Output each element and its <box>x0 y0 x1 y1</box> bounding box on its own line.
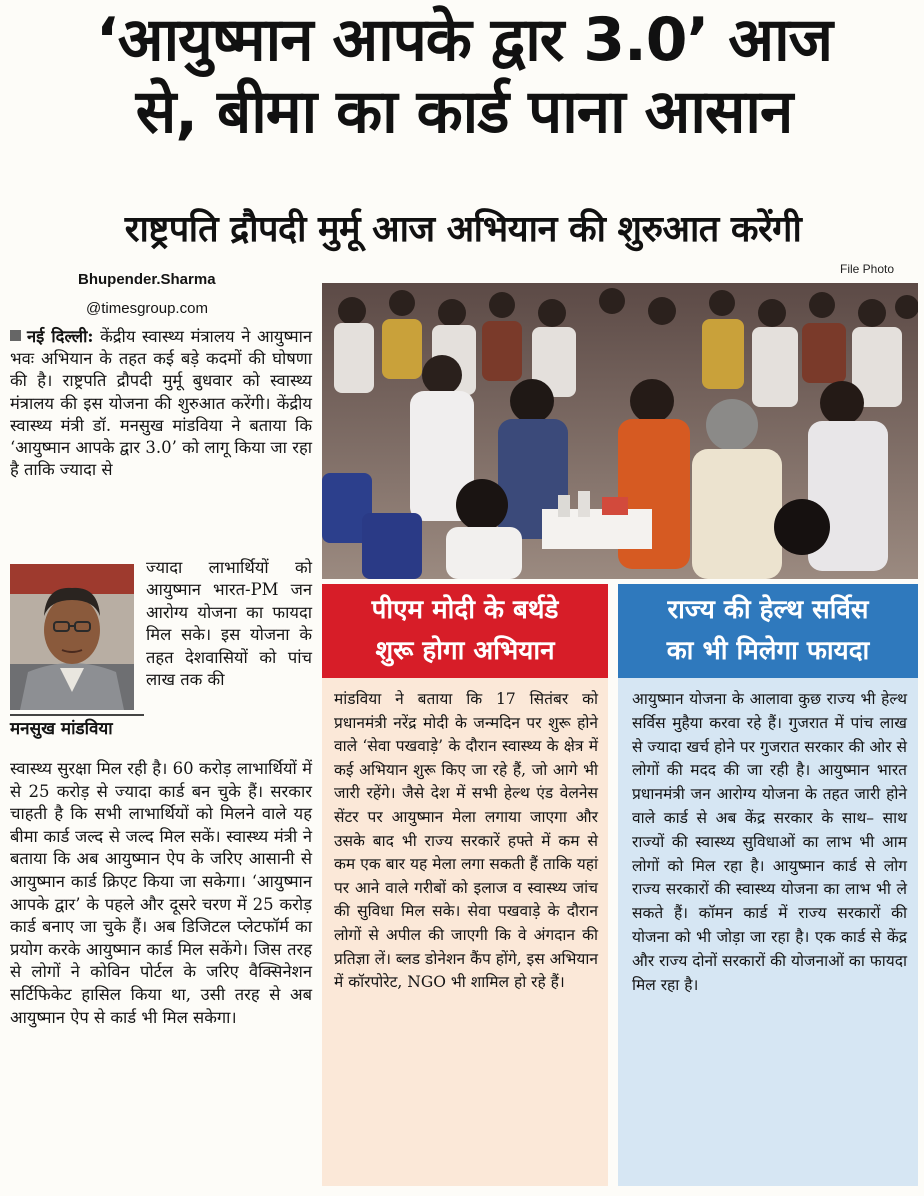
headline-line-1: ‘आयुष्मान आपके द्वार 3.0’ आज <box>95 5 833 75</box>
byline-name: Bhupender.Sharma <box>78 271 216 288</box>
health-camp-image <box>322 283 918 579</box>
article-text-top: केंद्रीय स्वास्थ्य मंत्रालय ने आयुष्मान भवः अभियान के तहत कई बड़े कदमों की घोषणा की है। राष्ट्रपति द्रौपदी मुर्मू बुधवार को स्वास्थ्य मंत्रालय की इस योजना की शुरुआत करेंगी। केंद्रीय स्वास्थ्य मंत्री डॉ. मनसुख मांडविया ने बताया कि ‘आयुष्मान आपके द्वार 3.0’ को लागू किया जा रहा है ताकि ज्यादा से <box>10 327 313 480</box>
minister-portrait-image <box>10 564 134 710</box>
article-para-bottom: स्वास्थ्य सुरक्षा मिल रही है। 60 करोड़ लाभार्थियों में से 25 करोड़ से ज्यादा कार्ड बन चुके हैं। सरकार चाहती है कि सभी लाभार्थियों को मिलने वाले यह बीमा कार्ड जल्द से जल्द मिल सकें। स्वास्थ्य मंत्री ने बताया कि अब आयुष्मान ऐप के जरिए आसानी से आयुष्मान कार्ड क्रिएट किया जा सकेगा। ‘आयुष्मान आपके द्वार’ के पहले और दूसरे चरण में 25 करोड़ कार्ड बनाए जा चुके हैं। अब डिजिटल प्लेटफॉर्म का प्रयोग करके आयुष्मान कार्ड मिल सकेंगे। जिस तरह से लोगों ने कोविन पोर्टल के जरिए वैक्सिनेशन सर्टिफिकेट हासिल किया था, उसी तरह से अब आयुष्मान ऐप से कार्ड भी मिल सकेगा। <box>10 759 312 1027</box>
headline <box>8 4 920 148</box>
dateline: नई दिल्ली: <box>27 327 94 346</box>
minister-photo <box>10 564 134 710</box>
red-sidebar-heading <box>322 584 608 678</box>
red-heading-line-2: शुरू होगा अभियान <box>375 636 555 666</box>
health-camp-photo <box>322 283 918 579</box>
blue-heading-line-1: राज्य की हेल्थ सर्विस <box>667 595 869 625</box>
subheadline: राष्ट्रपति द्रौपदी मुर्मू आज अभियान की शुरुआत करेंगी <box>124 209 802 250</box>
photo-credit: File Photo <box>840 262 895 276</box>
article-para-wrap: ज्यादा लाभार्थियों को आयुष्मान भारत-PM जन आरोग्य योजना का फायदा मिल सके। इस योजना के तहत देशवासियों को पांच लाख तक की <box>146 558 312 690</box>
minister-photo-caption: मनसुख मांडविया <box>10 714 144 740</box>
article-para-top <box>10 326 312 481</box>
byline-email: @timesgroup.com <box>86 300 208 317</box>
bullet-square-icon <box>10 330 21 341</box>
blue-sidebar-body: आयुष्मान योजना के आलावा कुछ राज्य भी हेल्थ सर्विस मुहैया करवा रहे हैं। गुजरात में पांच लाख से ज्यादा खर्च होने पर गुजरात सरकार की ओर से लोगों की मदद की जा रही है। आयुष्मान भारत प्रधानमंत्री जन आरोग्य योजना के तहत जारी होने वाले कार्ड से अब केंद्र सरकार के साथ– साथ राज्यों की स्वास्थ्य सुविधाओं का लाभ भी आम लोगों को मिल रहा है। आयुष्मान कार्ड से लोग राज्य सरकारों की स्वास्थ्य योजना का लाभ भी ले सकते हैं। कॉमन कार्ड में राज्य सरकारों की योजना को भी जोड़ा जा रहा है। एक कार्ड से केंद्र और राज्य दोनों सरकारों की योजनाओं का फायदा मिल रहा है। <box>632 690 907 994</box>
red-heading-line-1: पीएम मोदी के बर्थडे <box>371 595 559 625</box>
headline-line-2: से, बीमा का कार्ड पाना आसान <box>135 77 793 147</box>
red-sidebar-body: मांडविया ने बताया कि 17 सितंबर को प्रधानमंत्री नरेंद्र मोदी के जन्मदिन पर शुरू होने वाले ‘सेवा पखवाड़े’ के दौरान स्वास्थ्य के क्षेत्र में कई अभियान शुरू किए जा रहे हैं, जो आगे भी जारी रहेंगे। जैसे देश में सभी हेल्थ एंड वेलनेस सेंटर पर आयुष्मान मेला लगाया जाएगा और उसके बाद भी राज्य सरकारें हफ्ते में कम से कम एक बार यह मेला लगा सकती हैं ताकि यहां पर आने वाले गरीबों को इलाज व स्वास्थ्य जांच की सुविधा मिल सके। सेवा पखवाड़े के दौरान लोगों से अपील की जाएगी कि वे अंगदान की प्रतिज्ञा लें। ब्लड डोनेशन कैंप होंगे, इस अभियान में कॉरपोरेट, NGO भी शामिल हो रहे हैं। <box>334 690 598 992</box>
blue-sidebar-heading <box>618 584 918 678</box>
blue-heading-line-2: का भी मिलेगा फायदा <box>666 636 870 666</box>
